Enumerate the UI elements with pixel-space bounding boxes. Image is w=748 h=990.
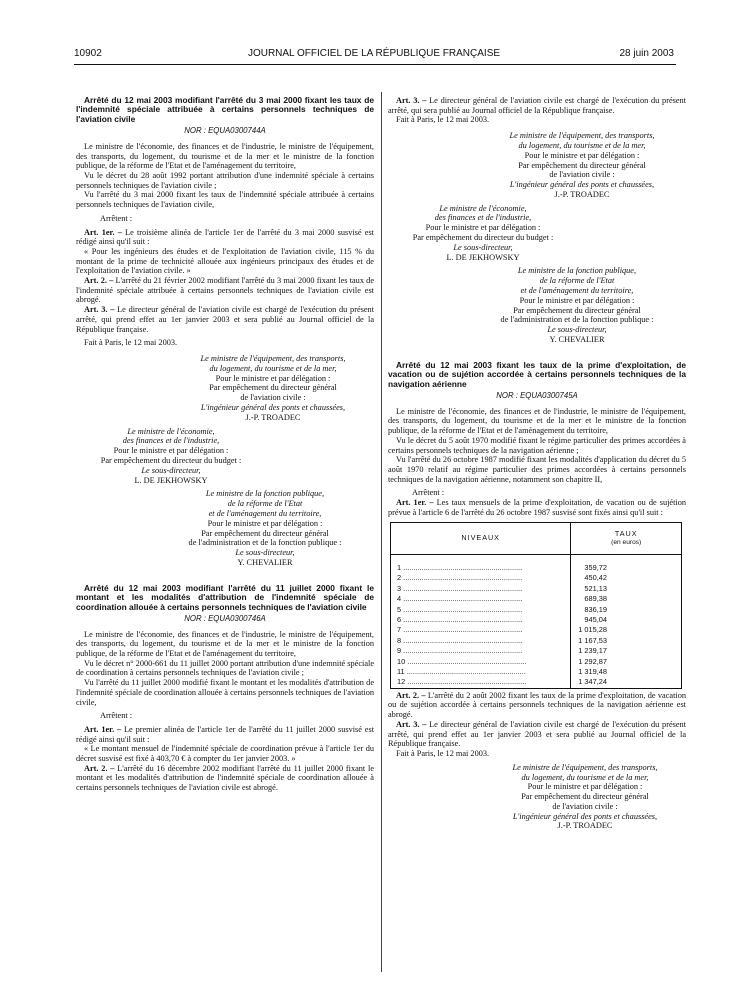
signatory-name: J.-P. TROADEC xyxy=(245,412,301,422)
niveau-cell: 9 .......................................................... xyxy=(391,646,571,656)
signature-line: Pour le ministre et par délégation : xyxy=(527,782,643,792)
signature-line: Par empêchement du directeur général xyxy=(209,383,337,393)
signature-line: de l'administration et de la fonction publique : xyxy=(188,538,342,548)
issue-date: 28 juin 2003 xyxy=(619,48,674,59)
table-row xyxy=(391,677,682,688)
decree1-vu-2: Vu l'arrêté du 3 mai 2000 fixant les taux de l'indemnité spéciale attribuée à certains personnels techniques de l'aviation civile, xyxy=(76,190,374,210)
signatory-name: J.-P. TROADEC xyxy=(557,821,613,831)
signature-line: Le sous-directeur, xyxy=(235,548,295,558)
table-row xyxy=(391,636,682,646)
decree3-fait: Fait à Paris, le 12 mai 2003. xyxy=(396,749,490,758)
niveau-cell: 8 .......................................................... xyxy=(391,636,571,646)
table-row xyxy=(391,657,682,667)
signature-line: Par empêchement du directeur général xyxy=(513,305,641,315)
decree3-art2-text: L'arrêté du 2 août 2002 fixant les taux de la prime d'exploitation, de vacation ou de sujétion accordée à certains personnels techniques de la navigation aérienne est abrogé. xyxy=(388,690,686,720)
decree1-art3 xyxy=(76,305,374,334)
signature-line: Le ministre de la fonction publique, xyxy=(205,489,325,499)
table-row xyxy=(391,584,682,594)
journal-title: JOURNAL OFFICIEL DE LA RÉPUBLIQUE FRANÇAISE xyxy=(247,48,501,59)
signatory-name: Y. CHEVALIER xyxy=(237,557,293,567)
decree2-preamble: Le ministre de l'économie, des finances et de l'industrie, le ministre de l'équipement, des transports, du logement, du tourisme et de la mer et le ministre de la fonction publique, de la réforme de l'Etat et de l'aménagement du territoire, xyxy=(76,629,374,659)
decree2-vu-1: Vu le décret n° 2000-661 du 11 juillet 2000 portant attribution d'une indemnité spéciale de coordination à certains personnels techniques de l'aviation civile ; xyxy=(76,658,374,678)
col-taux-label: TAUX xyxy=(614,528,638,538)
decree3-art1 xyxy=(388,498,686,517)
signature-line: du logement, du tourisme et de la mer, xyxy=(209,363,337,373)
signature-line: Par empêchement du directeur général xyxy=(518,160,646,170)
signature-line: Par empêchement du directeur du budget : xyxy=(412,233,554,243)
decree2-signature-fonction-publique xyxy=(388,266,686,344)
decree1-art1-label: Art. 1er. – xyxy=(84,227,122,237)
decree2-art1-label: Art. 1er. – xyxy=(84,724,122,734)
taux-cell: 1 239,17 xyxy=(571,646,682,656)
signature-line: Pour le ministre et par délégation : xyxy=(425,223,541,233)
decree2-fait: Fait à Paris, le 12 mai 2003. xyxy=(396,115,490,125)
column-divider xyxy=(381,92,382,972)
table-row xyxy=(391,605,682,615)
decree3-art1-label: Art. 1er. – xyxy=(396,498,434,508)
signature-line: du logement, du tourisme et de la mer, xyxy=(521,772,649,782)
signature-line: et de l'aménagement du territoire, xyxy=(208,508,322,518)
decree3-art3-label: Art. 3. – xyxy=(396,719,427,729)
col-niveaux-header: NIVEAUX xyxy=(391,522,571,554)
decree3-nor: NOR : EQUA0300745A xyxy=(496,391,578,401)
col-taux-unit: (en euros) xyxy=(611,539,642,547)
signatory-name: Y. CHEVALIER xyxy=(549,335,605,345)
signature-line: Le sous-directeur, xyxy=(453,242,513,252)
decree2-title: Arrêté du 12 mai 2003 modifiant l'arrêté du 11 juillet 2000 fixant le montant et les modalités d'attribution de l'indemnité spéciale de coordination allouée à certains personnels techniques de l'aviation civile xyxy=(76,582,374,612)
decree3-preamble: Le ministre de l'économie, des finances et de l'industrie, le ministre de l'équipement, des transports, du logement, du tourisme et de la mer et le ministre de la fonction publique, de la réforme de l'Etat et de l'aménagement du territoire, xyxy=(388,406,686,436)
niveau-cell: 2 .......................................................... xyxy=(391,573,571,583)
decree1-arretent: Arrêtent : xyxy=(100,213,133,223)
decree1-art1 xyxy=(76,228,374,247)
taux-cell: 1 347,24 xyxy=(571,677,682,688)
decree1-art1-quote: « Pour les ingénieurs des études et de l'exploitation de l'aviation civile, 115 % du montant de la prime de technicité allouée aux ingénieurs principaux des études et de l'exploitation de l'aviation civile. » xyxy=(76,246,374,276)
taux-cell: 1 167,53 xyxy=(571,636,682,646)
signature-line: de la réforme de l'Etat xyxy=(227,499,303,509)
signatory-name: J.-P. TROADEC xyxy=(554,189,610,199)
signature-line: Par empêchement du directeur général xyxy=(201,528,329,538)
signature-line: Le sous-directeur, xyxy=(141,465,201,475)
decree3-art1-text: Les taux mensuels de la prime d'exploitation, de vacation ou de sujétion prévue à l'article 6 de l'arrêté du 26 octobre 1987 susvisé sont fixés ainsi qu'il suit : xyxy=(388,498,686,517)
decree3-vu-1: Vu le décret du 5 août 1970 modifié fixant le régime particulier des primes accordées à certains personnels techniques de la navigation aérienne ; xyxy=(388,435,686,455)
signature-line: du logement, du tourisme et de la mer, xyxy=(518,140,646,150)
decree1-title: Arrêté du 12 mai 2003 modifiant l'arrêté du 3 mai 2000 fixant les taux de l'indemnité spéciale attribuée à certains personnels techniques de l'aviation civile xyxy=(76,95,374,124)
decree3-art2 xyxy=(388,691,686,720)
table-row xyxy=(391,573,682,583)
decree2-art1-text: Le premier alinéa de l'article 1er de l'arrêté du 11 juillet 2000 susvisé est rédigé ainsi qu'il suit : xyxy=(76,724,375,744)
decree1-art1-text: Le troisième alinéa de l'article 1er de l'arrêté du 3 mai 2000 susvisé est rédigé ainsi qu'il suit : xyxy=(76,227,374,247)
decree3-arretent: Arrêtent : xyxy=(412,488,445,498)
decree2-art1 xyxy=(76,725,374,744)
signature-line: de l'aviation civile : xyxy=(240,393,306,403)
decree1-vu-1: Vu le décret du 28 août 1992 portant attribution d'une indemnité spéciale à certains personnels techniques de l'aviation civile ; xyxy=(76,171,374,190)
signature-line: Le ministre de l'économie, xyxy=(127,426,215,436)
signature-line: de la réforme de l'Etat xyxy=(539,276,615,286)
decree1-nor: NOR : EQUA0300744A xyxy=(184,126,266,136)
table-row xyxy=(391,594,682,604)
table-row xyxy=(391,625,682,635)
page-header xyxy=(74,48,674,62)
decree3-art3-text: Le directeur général de l'aviation civile est chargé de l'exécution du présent arrêté, qui prend effet au 1er janvier 2003 et sera publié au Journal officiel de la République française. xyxy=(388,719,687,749)
decree2-nor: NOR : EQUA0300746A xyxy=(184,613,266,623)
left-column xyxy=(76,96,374,793)
decree3-signature-equipement xyxy=(388,763,686,832)
signature-line: Le ministre de l'équipement, des transports, xyxy=(200,353,346,363)
table-row xyxy=(391,667,682,677)
signature-line: Le sous-directeur, xyxy=(547,325,607,335)
niveau-cell: 6 .......................................................... xyxy=(391,615,571,625)
niveau-cell: 3 .......................................................... xyxy=(391,584,571,594)
page-number: 10902 xyxy=(74,48,102,59)
signature-line: Pour le ministre et par délégation : xyxy=(113,446,229,456)
signature-line: L'ingénieur général des ponts et chaussées, xyxy=(509,180,655,190)
signature-line: de l'aviation civile : xyxy=(552,801,618,811)
rates-table-body xyxy=(391,554,682,688)
niveau-cell: 7 .......................................................... xyxy=(391,625,571,635)
niveau-cell: 11 .......................................................... xyxy=(391,667,571,677)
decree3-art3 xyxy=(388,720,686,749)
table-row xyxy=(391,615,682,625)
signature-line: Par empêchement du directeur général xyxy=(521,792,649,802)
signature-line: de l'aviation civile : xyxy=(549,170,615,180)
niveau-cell: 4 .......................................................... xyxy=(391,594,571,604)
table-row xyxy=(391,554,682,573)
decree2-signature-economie xyxy=(388,204,578,263)
taux-cell: 521,13 xyxy=(571,584,682,594)
decree2-vu-2: Vu l'arrêté du 11 juillet 2000 modifié fixant le montant et les modalités d'attribution de l'indemnité spéciale de coordination allouée à certains personnels techniques de l'aviation civile, xyxy=(76,678,374,707)
decree1-preamble: Le ministre de l'économie, des finances et de l'industrie, le ministre de l'équipement, des transports, du logement, du tourisme et de la mer et le ministre de la fonction publique, de la réforme de l'Etat et de l'aménagement du territoire, xyxy=(76,141,374,171)
decree1-signature-equipement xyxy=(76,354,374,423)
signature-line: Par empêchement du directeur du budget : xyxy=(100,455,242,465)
taux-cell: 359,72 xyxy=(571,554,682,573)
decree2-arretent: Arrêtent : xyxy=(100,711,133,721)
niveau-cell: 1 .......................................................... xyxy=(391,554,571,573)
signature-line: Le ministre de l'équipement, des transports, xyxy=(509,131,655,141)
decree1-art2-text: L'arrêté du 21 février 2002 modifiant l'arrêté du 3 mai 2000 fixant les taux de l'indemnité spéciale attribuée à certains personnels techniques de l'aviation civile est abrogé. xyxy=(76,276,374,305)
signature-line: Pour le ministre et par délégation : xyxy=(207,518,323,528)
decree3-title: Arrêté du 12 mai 2003 fixant les taux de la prime d'exploitation, de vacation ou de sujétion accordée à certains personnels techniques de la navigation aérienne xyxy=(388,359,686,389)
signature-line: et de l'aménagement du territoire, xyxy=(520,286,634,296)
taux-cell: 1 292,87 xyxy=(571,657,682,667)
taux-cell: 450,42 xyxy=(571,573,682,583)
taux-cell: 1 015,28 xyxy=(571,625,682,635)
signature-line: des finances et de l'industrie, xyxy=(434,213,532,223)
signature-line: Pour le ministre et par délégation : xyxy=(215,373,331,383)
decree1-signature-fonction-publique xyxy=(76,489,374,567)
signature-line: de l'administration et de la fonction publique : xyxy=(500,315,654,325)
signature-line: L'ingénieur général des ponts et chaussées, xyxy=(200,402,346,412)
decree1-art2 xyxy=(76,276,374,305)
decree1-fait: Fait à Paris, le 12 mai 2003. xyxy=(84,338,178,348)
taux-cell: 836,19 xyxy=(571,605,682,615)
taux-cell: 689,38 xyxy=(571,594,682,604)
signatory-name: L. DE JEKHOWSKY xyxy=(134,475,208,485)
taux-cell: 945,04 xyxy=(571,615,682,625)
decree2-art2-text: L'arrêté du 16 décembre 2002 modifiant l'arrêté du 11 juillet 2000 fixant le montant et les modalités d'attribution de l'indemnité spéciale de coordination allouée à certains personnels techniques de l'aviation civile est abrogé. xyxy=(76,763,375,793)
table-row xyxy=(391,646,682,656)
signature-line: Pour le ministre et par délégation : xyxy=(519,295,635,305)
niveau-cell: 10 .......................................................... xyxy=(391,657,571,667)
decree3-art2-label: Art. 2. – xyxy=(396,690,426,700)
signature-line: Pour le ministre et par délégation : xyxy=(524,150,640,160)
decree1-art2-label: Art. 2. – xyxy=(84,276,114,286)
decree1-art3-text: Le directeur général de l'aviation civile est chargé de l'exécution du présent arrêté, qui prend effet au 1er janvier 2003 et sera publié au Journal officiel de la République française. xyxy=(76,305,375,334)
taux-cell: 1 319,48 xyxy=(571,667,682,677)
decree2-art2 xyxy=(76,764,374,793)
decree2-signature-equipement xyxy=(388,131,686,200)
right-column xyxy=(388,96,686,831)
decree1-signature-economie xyxy=(76,427,266,486)
decree2-art1-quote: « Le montant mensuel de l'indemnité spéciale de coordination prévue à l'article 1er du décret susvisé est fixé à 403,70 € à compter du 1er janvier 2003. » xyxy=(76,744,374,764)
signatory-name: L. DE JEKHOWSKY xyxy=(446,252,520,262)
decree3-vu-2: Vu l'arrêté du 26 octobre 1987 modifié fixant les modalités d'application du décret du 5 août 1970 relatif au régime particulier des primes accordées à certains personnels techniques de la navigation aérienne, notamment son chapitre II, xyxy=(388,455,686,484)
signature-line: Le ministre de l'équipement, des transports, xyxy=(512,762,658,772)
decree2-art3 xyxy=(388,96,686,115)
header-rule xyxy=(74,64,676,65)
col-taux-header xyxy=(571,522,682,554)
decree2-art2-label: Art. 2. – xyxy=(84,763,115,773)
niveau-cell: 12 .......................................................... xyxy=(391,677,571,688)
signature-line: Le ministre de la fonction publique, xyxy=(517,266,637,276)
rates-table xyxy=(390,522,682,689)
signature-line: Le ministre de l'économie, xyxy=(439,203,527,213)
decree2-art3-label: Art. 3. – xyxy=(396,96,427,105)
signature-line: des finances et de l'industrie, xyxy=(122,436,220,446)
decree1-art3-label: Art. 3. – xyxy=(84,305,115,315)
decree2-art3-text: Le directeur général de l'aviation civile est chargé de l'exécution du présent arrêté, qui sera publié au Journal officiel de la République française. xyxy=(388,96,687,115)
signature-line: L'ingénieur général des ponts et chaussées, xyxy=(512,811,658,821)
niveau-cell: 5 .......................................................... xyxy=(391,605,571,615)
